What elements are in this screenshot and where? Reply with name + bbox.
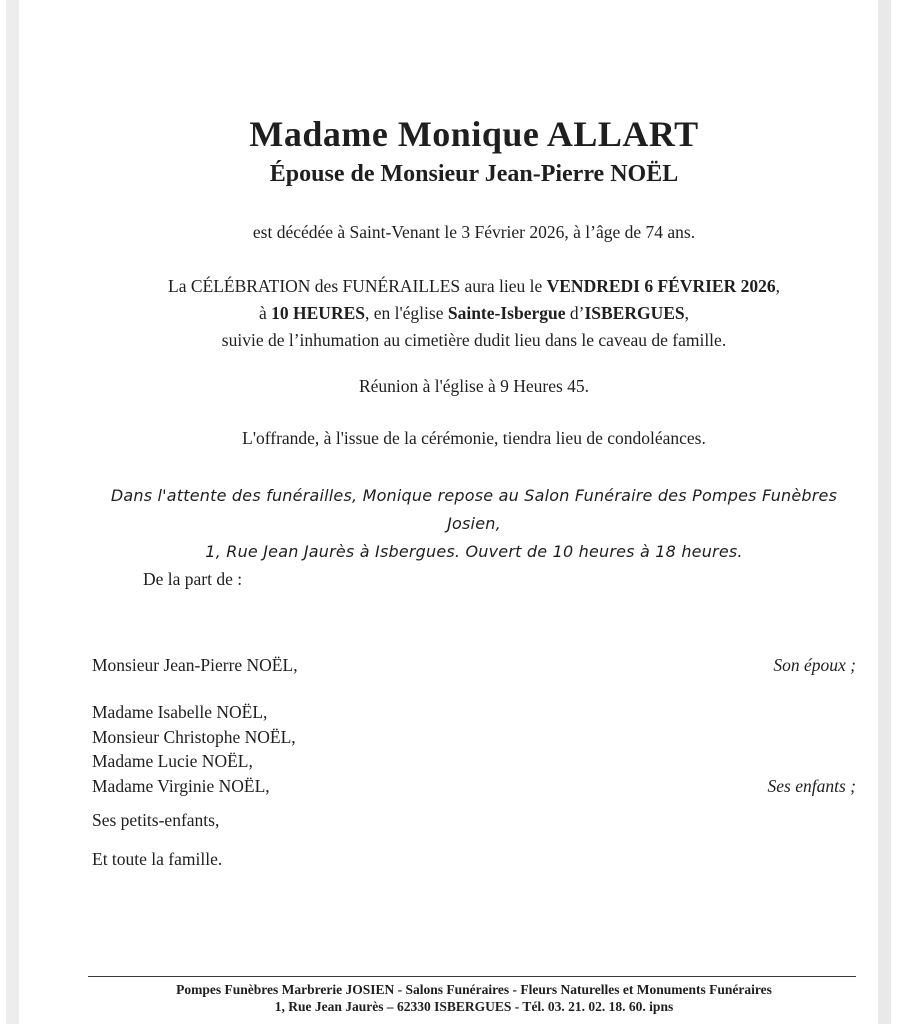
ceremony-line-2 bbox=[90, 300, 858, 327]
footer-divider bbox=[88, 976, 856, 977]
ceremony-text: à bbox=[258, 303, 272, 323]
spouse-name: Monsieur Jean-Pierre NOËL, bbox=[92, 655, 298, 675]
ceremony-text: d’ bbox=[565, 303, 585, 323]
footer-line-1: Pompes Funèbres Marbrerie JOSIEN - Salons Funéraires - Fleurs Naturelles et Monuments Funéraires bbox=[176, 982, 772, 997]
scan-edge-right bbox=[878, 0, 891, 1024]
footer bbox=[90, 981, 858, 1015]
footer-line-2: 1, Rue Jean Jaurès – 62330 ISBERGUES - Tél. 03. 21. 02. 18. 60. ipns bbox=[274, 999, 674, 1014]
repose-line-2: 1, Rue Jean Jaurès à Isbergues. Ouvert de 10 heures à 18 heures. bbox=[205, 542, 743, 561]
deceased-name-title: Madame Monique ALLART bbox=[249, 114, 699, 154]
ceremony-town-bold: ISBERGUES bbox=[584, 303, 685, 323]
child-name: Monsieur Christophe NOËL, bbox=[92, 726, 296, 747]
grandchildren-line: Ses petits-enfants, bbox=[92, 810, 220, 830]
spouse-row bbox=[92, 655, 856, 676]
child-row bbox=[92, 749, 856, 774]
from-lead: De la part de : bbox=[143, 569, 243, 589]
child-name: Madame Lucie NOËL, bbox=[92, 751, 253, 771]
scan-edge-left bbox=[6, 0, 19, 1024]
children-block bbox=[92, 700, 856, 798]
ceremony-text: , bbox=[775, 276, 780, 296]
ceremony-text: La CÉLÉBRATION des FUNÉRAILLES aura lieu le bbox=[168, 276, 547, 296]
ceremony-text: , bbox=[684, 303, 689, 323]
ceremony-line-1 bbox=[90, 273, 858, 300]
child-name: Madame Virginie NOËL, bbox=[92, 775, 270, 796]
repose-paragraph bbox=[90, 482, 858, 566]
ceremony-time-bold: 10 HEURES bbox=[271, 303, 365, 323]
death-notice-line: est décédée à Saint-Venant le 3 Février 2026, à l’âge de 74 ans. bbox=[252, 222, 696, 242]
ceremony-date-bold: VENDREDI 6 FÉVRIER 2026 bbox=[546, 276, 776, 296]
offering-line: L'offrande, à l'issue de la cérémonie, tiendra lieu de condoléances. bbox=[242, 428, 706, 448]
child-row bbox=[92, 700, 856, 725]
repose-line-1: Dans l'attente des funérailles, Monique repose au Salon Funéraire des Pompes Funèbres Josien, bbox=[110, 486, 838, 533]
child-name: Madame Isabelle NOËL, bbox=[92, 702, 268, 722]
ceremony-paragraph bbox=[90, 273, 858, 354]
child-row bbox=[92, 774, 856, 799]
spouse-subtitle: Épouse de Monsieur Jean-Pierre NOËL bbox=[269, 161, 679, 187]
ceremony-text: , en l'église bbox=[364, 303, 448, 323]
ceremony-line-3: suivie de l’inhumation au cimetière dudit lieu dans le caveau de famille. bbox=[221, 330, 727, 350]
spouse-relation: Son époux ; bbox=[773, 655, 856, 675]
reunion-line: Réunion à l'église à 9 Heures 45. bbox=[358, 376, 590, 396]
family-rest-line: Et toute la famille. bbox=[92, 849, 223, 869]
children-relation: Ses enfants ; bbox=[767, 775, 856, 796]
child-row bbox=[92, 725, 856, 750]
ceremony-church-bold: Sainte-Isbergue bbox=[447, 303, 566, 323]
